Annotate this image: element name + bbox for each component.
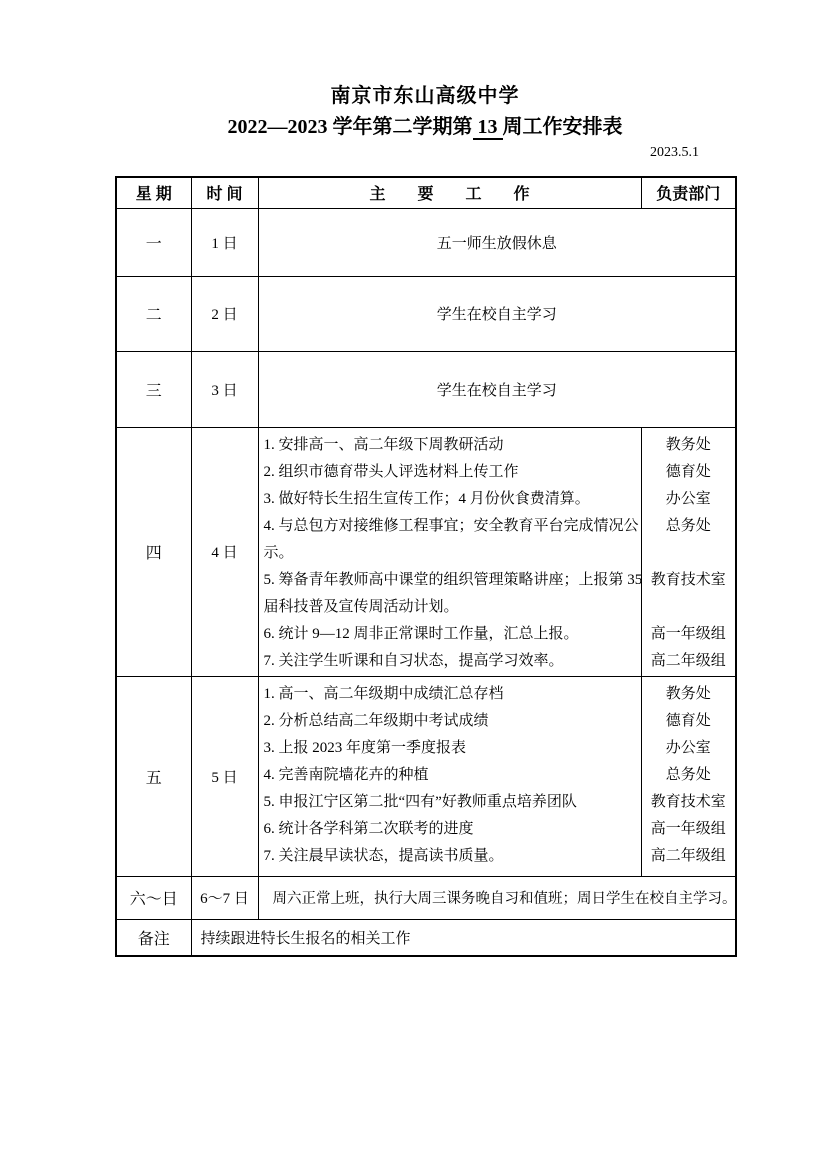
- work-line: 2. 分析总结高二年级期中考试成绩: [263, 712, 489, 729]
- work-cell-wednesday: 学生在校自主学习: [258, 351, 736, 427]
- schedule-table: [115, 176, 737, 957]
- dept-line: [642, 540, 736, 567]
- table-header-row: [116, 177, 736, 208]
- col-header-work: 主 要 工 作: [258, 177, 641, 208]
- dept-line: 办公室: [665, 739, 711, 756]
- dept-line: 高二年级组: [650, 847, 726, 864]
- table-row-monday: [116, 208, 736, 276]
- document-date: 2023.5.1: [650, 145, 699, 160]
- dept-line: 教育技术室: [650, 571, 726, 588]
- dept-line: 德育处: [665, 463, 711, 480]
- work-line: 届科技普及宣传周活动计划。: [263, 598, 459, 615]
- day-cell-thursday: 四: [116, 427, 191, 676]
- work-cell-tuesday: 学生在校自主学习: [258, 276, 736, 351]
- col-header-day: 星 期: [116, 177, 191, 208]
- dept-line: 总务处: [665, 517, 711, 534]
- dept-line: 德育处: [665, 712, 711, 729]
- time-cell-weekend: 6～7 日: [191, 876, 258, 919]
- subtitle-suffix: 周工作安排表: [502, 116, 623, 138]
- day-cell-tuesday: 二: [116, 276, 191, 351]
- work-line: 4. 与总包方对接维修工程事宜；安全教育平台完成情况公: [263, 517, 639, 534]
- table-row-friday: [116, 676, 736, 876]
- work-line: 3. 上报 2023 年度第一季度报表: [263, 739, 467, 756]
- dept-line: 总务处: [665, 766, 711, 783]
- dept-line: 办公室: [665, 490, 711, 507]
- day-cell-weekend: 六～日: [116, 876, 191, 919]
- day-cell-monday: 一: [116, 208, 191, 276]
- work-line: 2. 组织市德育带头人评选材料上传工作: [263, 463, 519, 480]
- work-line: 7. 关注晨早读状态，提高读书质量。: [263, 847, 504, 864]
- work-line: 1. 安排高一、高二年级下周教研活动: [263, 436, 504, 453]
- remark-label-cell: 备注: [116, 919, 191, 956]
- work-line: 示。: [263, 544, 294, 561]
- time-cell-tuesday: 2 日: [191, 276, 258, 351]
- work-line: 4. 完善南院墙花卉的种植: [263, 766, 429, 783]
- schedule-subtitle: [115, 114, 735, 140]
- time-cell-monday: 1 日: [191, 208, 258, 276]
- col-header-dept: 负责部门: [641, 177, 736, 208]
- work-cell-friday: [258, 676, 641, 876]
- time-cell-wednesday: 3 日: [191, 351, 258, 427]
- work-line: 3. 做好特长生招生宣传工作；4 月份伙食费清算。: [263, 490, 590, 507]
- work-line: 6. 统计各学科第二次联考的进度: [263, 820, 474, 837]
- work-line: 6. 统计 9—12 周非正常课时工作量，汇总上报。: [263, 625, 579, 642]
- day-cell-wednesday: 三: [116, 351, 191, 427]
- week-number: 13: [472, 116, 503, 138]
- dept-line: 教务处: [665, 436, 711, 453]
- dept-line: [642, 594, 736, 621]
- subtitle-prefix: 2022—2023 学年第二学期第: [227, 116, 473, 138]
- work-cell-weekend: 周六正常上班，执行大周三课务晚自习和值班；周日学生在校自主学习。: [258, 876, 736, 919]
- table-row-remark: [116, 919, 736, 956]
- table-row-tuesday: [116, 276, 736, 351]
- day-cell-friday: 五: [116, 676, 191, 876]
- work-cell-monday: 五一师生放假休息: [258, 208, 736, 276]
- work-line: 7. 关注学生听课和自习状态，提高学习效率。: [263, 652, 564, 669]
- dept-cell-friday: [641, 676, 736, 876]
- col-header-time: 时 间: [191, 177, 258, 208]
- school-title: 南京市东山高级中学: [330, 85, 520, 107]
- dept-line: 教务处: [665, 685, 711, 702]
- dept-cell-thursday: [641, 427, 736, 676]
- table-row-thursday: [116, 427, 736, 676]
- dept-line: 高二年级组: [650, 652, 726, 669]
- work-line: 5. 筹备青年教师高中课堂的组织管理策略讲座；上报第 35: [263, 571, 643, 588]
- dept-line: 教育技术室: [650, 793, 726, 810]
- work-cell-thursday: [258, 427, 641, 676]
- time-cell-friday: 5 日: [191, 676, 258, 876]
- time-cell-thursday: 4 日: [191, 427, 258, 676]
- table-row-weekend: [116, 876, 736, 919]
- work-line: 5. 申报江宁区第二批“四有”好教师重点培养团队: [263, 793, 577, 810]
- dept-line: 高一年级组: [650, 820, 726, 837]
- work-line: 1. 高一、高二年级期中成绩汇总存档: [263, 685, 504, 702]
- remark-text-cell: 持续跟进特长生报名的相关工作: [191, 919, 736, 956]
- dept-line: 高一年级组: [650, 625, 726, 642]
- table-row-wednesday: [116, 351, 736, 427]
